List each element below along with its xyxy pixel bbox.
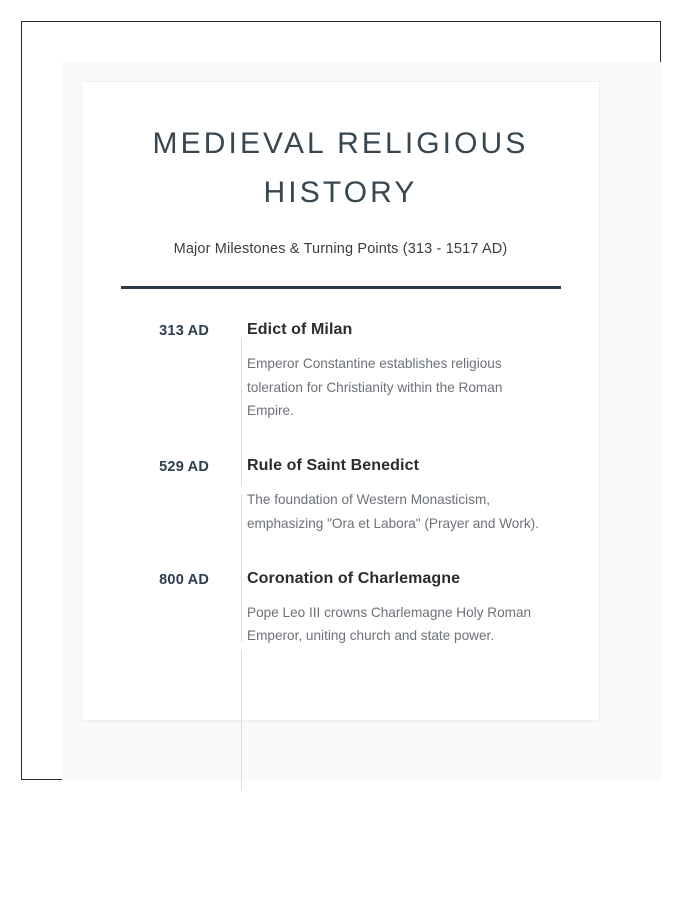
timeline-rail-segment [241,650,242,790]
timeline-list [82,289,599,647]
timeline-entry [82,456,599,535]
timeline-year-label: 800 AD [159,571,209,588]
timeline-event-title: Coronation of Charlemagne [247,569,461,587]
timeline-rail-segment [241,494,242,642]
content-card [81,81,600,721]
timeline-rail-segment [241,338,242,486]
timeline-event-description: The foundation of Western Monasticism, emphasizing "Ora et Labora" (Prayer and Work). [247,492,539,531]
timeline-year-label: 529 AD [159,459,209,476]
page-subtitle: Major Milestones & Turning Points (313 - 1517 AD) [173,241,508,258]
timeline-entry-body [226,569,569,648]
timeline-year-label: 313 AD [159,323,209,340]
page-title: MEDIEVAL RELIGIOUS HISTORY [152,127,529,209]
timeline-event-title: Rule of Saint Benedict [247,457,419,475]
timeline-event-description: Emperor Constantine establishes religious toleration for Christianity within the Roman Empire. [247,356,503,419]
timeline-entry [82,320,599,422]
timeline-entry-body [226,320,569,422]
document-header [82,82,599,289]
timeline-entry [82,569,599,648]
timeline-event-description: Pope Leo III crowns Charlemagne Holy Roman Emperor, uniting church and state power. [247,604,532,644]
timeline-event-title: Edict of Milan [247,321,353,339]
timeline-entry-body [226,456,569,535]
